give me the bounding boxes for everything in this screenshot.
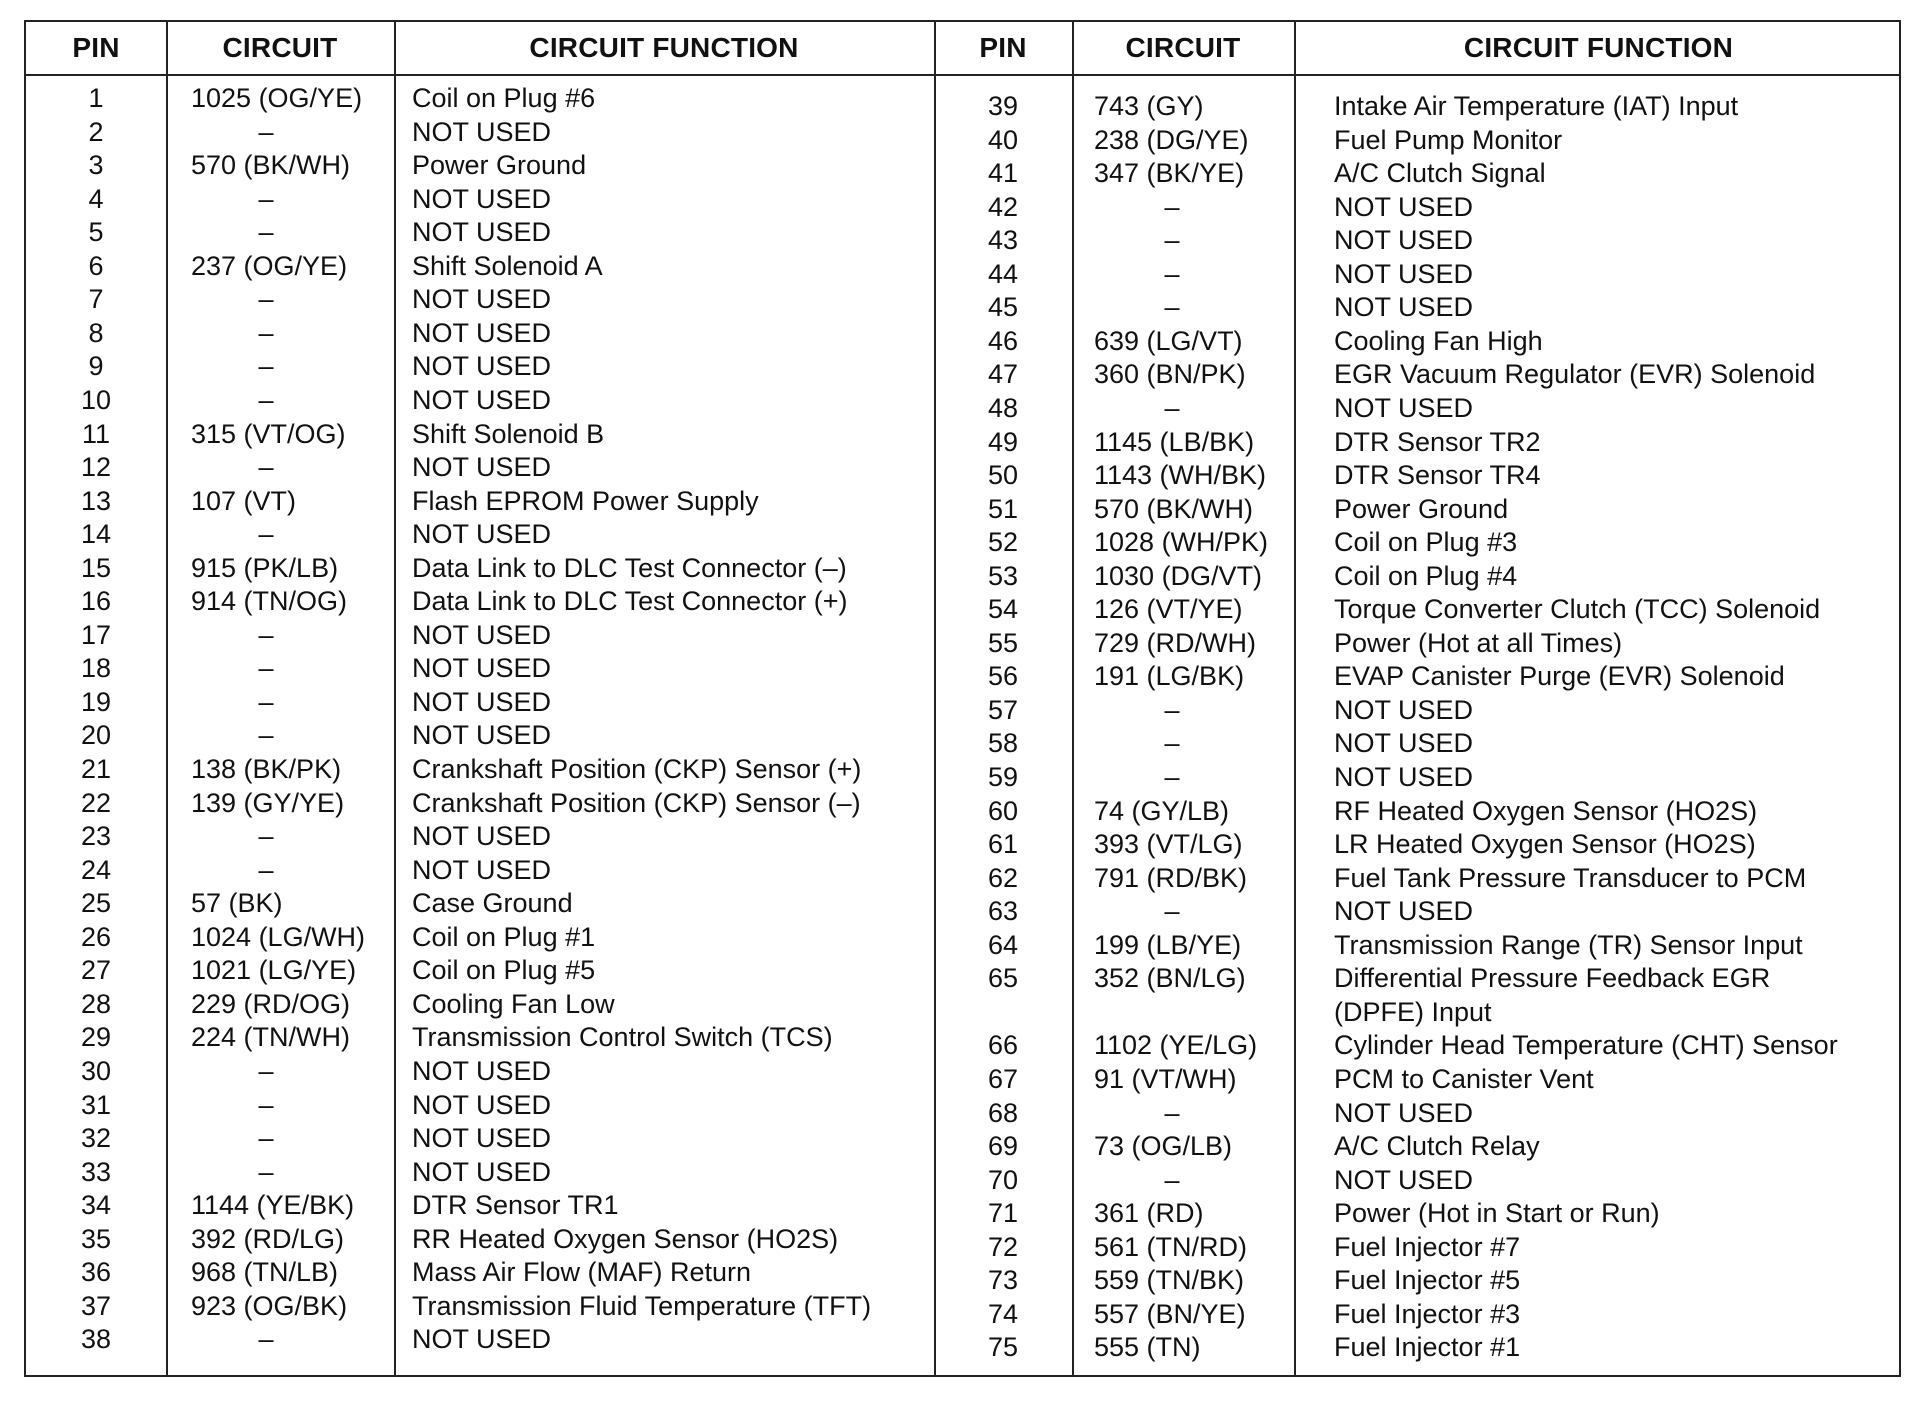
pin-number: 65 bbox=[987, 963, 1019, 994]
circuit-id: 1021 (LG/YE) bbox=[191, 955, 357, 986]
pin-number: 39 bbox=[987, 91, 1019, 121]
table-row bbox=[26, 929, 1899, 963]
table-row bbox=[26, 459, 1899, 493]
pin-number: 62 bbox=[987, 862, 1019, 893]
circuit-function: DTR Sensor TR1 bbox=[412, 1190, 619, 1221]
circuit-function: NOT USED bbox=[412, 1156, 552, 1187]
pin-number: 47 bbox=[987, 359, 1019, 390]
pin-number: 53 bbox=[987, 560, 1019, 591]
circuit-id: – bbox=[1164, 1164, 1180, 1195]
circuit-id: – bbox=[258, 1324, 274, 1355]
circuit-id: 229 (RD/OG) bbox=[191, 988, 351, 1019]
circuit-function: Data Link to DLC Test Connector (–) bbox=[412, 552, 847, 583]
circuit-function: (DPFE) Input bbox=[1334, 996, 1492, 1027]
circuit-id: 360 (BN/PK) bbox=[1094, 359, 1246, 390]
circuit-function: NOT USED bbox=[412, 653, 552, 684]
pin-number: 2 bbox=[88, 116, 104, 147]
circuit-id: 570 (BK/WH) bbox=[1094, 493, 1254, 524]
pin-number: 55 bbox=[987, 627, 1019, 658]
circuit-id: 1143 (WH/BK) bbox=[1094, 460, 1267, 491]
circuit-id: – bbox=[1164, 292, 1180, 323]
circuit-id: – bbox=[1164, 225, 1180, 256]
circuit-function: NOT USED bbox=[412, 619, 552, 650]
circuit-function: Power (Hot in Start or Run) bbox=[1334, 1198, 1660, 1229]
circuit-function: NOT USED bbox=[412, 452, 552, 483]
circuit-id: – bbox=[258, 653, 274, 684]
circuit-id: – bbox=[258, 351, 274, 382]
pin-table bbox=[24, 20, 1901, 1377]
pin-number: 49 bbox=[987, 426, 1019, 457]
circuit-function: Fuel Pump Monitor bbox=[1334, 124, 1563, 155]
circuit-id: – bbox=[1164, 762, 1180, 792]
pin-number: 75 bbox=[987, 1332, 1019, 1363]
circuit-id: – bbox=[258, 284, 274, 315]
table-row bbox=[26, 526, 1899, 560]
circuit-function: Crankshaft Position (CKP) Sensor (–) bbox=[412, 787, 861, 818]
table-row bbox=[26, 593, 1899, 627]
pin-number: 35 bbox=[80, 1223, 112, 1254]
circuit-function: NOT USED bbox=[412, 1089, 552, 1120]
circuit-function: PCM to Canister Vent bbox=[1334, 1063, 1594, 1094]
circuit-id: 1025 (OG/YE) bbox=[191, 83, 363, 113]
pin-number: 17 bbox=[80, 619, 112, 650]
pin-number: 7 bbox=[88, 284, 104, 315]
pin-number: 74 bbox=[987, 1298, 1019, 1329]
circuit-id: 923 (OG/BK) bbox=[191, 1290, 348, 1321]
circuit-id: 191 (LG/BK) bbox=[1094, 661, 1245, 692]
pin-number: 32 bbox=[80, 1123, 112, 1154]
table-row bbox=[26, 627, 1899, 661]
header-circuit-right: CIRCUIT bbox=[1125, 32, 1241, 63]
circuit-function: NOT USED bbox=[412, 217, 552, 248]
circuit-function: Flash EPROM Power Supply bbox=[412, 485, 759, 516]
pin-number: 36 bbox=[80, 1257, 112, 1288]
table-row bbox=[26, 157, 1899, 191]
circuit-function: Power Ground bbox=[1334, 493, 1509, 524]
circuit-function: Fuel Injector #7 bbox=[1334, 1231, 1521, 1262]
pin-number: 52 bbox=[987, 527, 1019, 558]
circuit-function: NOT USED bbox=[412, 1324, 552, 1355]
pin-number: 10 bbox=[80, 384, 112, 415]
circuit-id: 639 (LG/VT) bbox=[1094, 325, 1243, 356]
circuit-id: – bbox=[258, 821, 274, 852]
table-row bbox=[26, 660, 1899, 694]
circuit-id: 352 (BN/LG) bbox=[1094, 963, 1246, 994]
circuit-function: Mass Air Flow (MAF) Return bbox=[412, 1257, 752, 1288]
pin-number: 67 bbox=[987, 1063, 1019, 1094]
pin-number: 19 bbox=[80, 686, 112, 717]
circuit-id: – bbox=[258, 217, 274, 248]
circuit-id: 1028 (WH/PK) bbox=[1094, 527, 1269, 558]
pin-number: 41 bbox=[987, 158, 1019, 189]
circuit-function: Intake Air Temperature (IAT) Input bbox=[1334, 91, 1739, 121]
circuit-id: 791 (RD/BK) bbox=[1094, 862, 1248, 893]
circuit-function: NOT USED bbox=[1334, 896, 1474, 927]
circuit-id: 1144 (YE/BK) bbox=[191, 1190, 355, 1221]
pin-number: 58 bbox=[987, 728, 1019, 759]
circuit-id: 224 (TN/WH) bbox=[191, 1022, 351, 1053]
pin-number: 26 bbox=[80, 921, 112, 952]
circuit-id: – bbox=[1164, 896, 1180, 927]
circuit-function: Power (Hot at all Times) bbox=[1334, 627, 1623, 658]
circuit-function: Coil on Plug #5 bbox=[412, 955, 596, 986]
pin-number: 31 bbox=[80, 1089, 112, 1120]
table-row bbox=[26, 560, 1899, 594]
table-row bbox=[26, 1264, 1899, 1298]
pin-number: 63 bbox=[987, 896, 1019, 927]
pin-number: 34 bbox=[80, 1190, 112, 1221]
table-row bbox=[26, 191, 1899, 225]
circuit-id: 570 (BK/WH) bbox=[191, 150, 351, 181]
table-row bbox=[26, 895, 1899, 929]
circuit-function: Cooling Fan High bbox=[1334, 325, 1543, 356]
pin-number: 28 bbox=[80, 988, 112, 1019]
circuit-function: NOT USED bbox=[412, 317, 552, 348]
circuit-function: NOT USED bbox=[412, 284, 552, 315]
circuit-function: Coil on Plug #1 bbox=[412, 921, 596, 952]
header-circuit-left: CIRCUIT bbox=[222, 32, 338, 63]
circuit-function: Fuel Injector #3 bbox=[1334, 1298, 1521, 1329]
pin-number: 61 bbox=[987, 829, 1019, 860]
pin-number: 72 bbox=[987, 1231, 1019, 1262]
table-row bbox=[26, 258, 1899, 292]
circuit-id: – bbox=[1164, 694, 1180, 725]
pin-number: 3 bbox=[88, 150, 104, 181]
circuit-function: Transmission Range (TR) Sensor Input bbox=[1334, 929, 1803, 960]
table-row bbox=[26, 795, 1899, 829]
pin-number: 45 bbox=[987, 292, 1019, 323]
circuit-function: NOT USED bbox=[1334, 191, 1474, 222]
circuit-function: Transmission Fluid Temperature (TFT) bbox=[412, 1290, 872, 1321]
circuit-id: 557 (BN/YE) bbox=[1094, 1298, 1246, 1329]
circuit-function: NOT USED bbox=[412, 1055, 552, 1086]
circuit-id: – bbox=[258, 1156, 274, 1187]
circuit-id: 729 (RD/WH) bbox=[1094, 627, 1257, 658]
circuit-function: NOT USED bbox=[412, 1123, 552, 1154]
pin-number: 1 bbox=[88, 83, 104, 113]
circuit-id: 199 (LB/YE) bbox=[1094, 929, 1242, 960]
pin-number: 9 bbox=[88, 351, 104, 382]
pin-number: 68 bbox=[987, 1097, 1019, 1128]
circuit-function: Coil on Plug #3 bbox=[1334, 527, 1518, 558]
pin-number: 33 bbox=[80, 1156, 112, 1187]
circuit-function: NOT USED bbox=[412, 519, 552, 550]
circuit-id: – bbox=[258, 1055, 274, 1086]
pin-number: 73 bbox=[987, 1265, 1019, 1296]
circuit-function: Cylinder Head Temperature (CHT) Sensor bbox=[1334, 1030, 1838, 1061]
circuit-function: NOT USED bbox=[412, 854, 552, 885]
circuit-function: NOT USED bbox=[1334, 292, 1474, 323]
circuit-id: – bbox=[1164, 258, 1180, 289]
table-row bbox=[26, 1197, 1899, 1231]
pin-number: 37 bbox=[80, 1290, 112, 1321]
pin-number: 40 bbox=[987, 124, 1019, 155]
pin-number: 50 bbox=[987, 460, 1019, 491]
pin-number: 70 bbox=[987, 1164, 1019, 1195]
circuit-function: DTR Sensor TR4 bbox=[1334, 460, 1541, 491]
pin-number: 23 bbox=[80, 821, 112, 852]
circuit-function: Coil on Plug #6 bbox=[412, 83, 596, 113]
pin-number: 16 bbox=[80, 586, 112, 617]
table-row bbox=[26, 426, 1899, 460]
circuit-id: 107 (VT) bbox=[191, 485, 297, 516]
circuit-function: NOT USED bbox=[412, 686, 552, 717]
circuit-id: 1030 (DG/VT) bbox=[1094, 560, 1263, 591]
circuit-function: NOT USED bbox=[412, 183, 552, 214]
pin-number: 60 bbox=[987, 795, 1019, 826]
circuit-function: A/C Clutch Signal bbox=[1334, 158, 1546, 189]
table-row bbox=[26, 1164, 1899, 1198]
pin-number: 20 bbox=[80, 720, 112, 751]
circuit-id: – bbox=[258, 317, 274, 348]
header-pin-left: PIN bbox=[72, 32, 120, 63]
pin-number: 6 bbox=[88, 250, 104, 281]
pin-number: 27 bbox=[80, 955, 112, 986]
circuit-id: 1102 (YE/LG) bbox=[1094, 1030, 1258, 1061]
table-row bbox=[26, 1029, 1899, 1063]
pin-number: 46 bbox=[987, 325, 1019, 356]
circuit-function: Cooling Fan Low bbox=[412, 988, 615, 1019]
table-row bbox=[26, 90, 1899, 124]
pin-number: 56 bbox=[987, 661, 1019, 692]
circuit-id: 238 (DG/YE) bbox=[1094, 124, 1249, 155]
pin-number: 25 bbox=[80, 888, 112, 919]
circuit-id: – bbox=[1164, 728, 1180, 759]
table-row bbox=[26, 1130, 1899, 1164]
circuit-id: – bbox=[258, 854, 274, 885]
circuit-id: – bbox=[258, 116, 274, 147]
pin-number: 57 bbox=[987, 694, 1019, 725]
circuit-function: NOT USED bbox=[412, 821, 552, 852]
circuit-id: – bbox=[258, 519, 274, 550]
circuit-id: – bbox=[258, 720, 274, 751]
pin-number: 44 bbox=[987, 258, 1019, 289]
pin-number: 13 bbox=[80, 485, 112, 516]
circuit-function: A/C Clutch Relay bbox=[1334, 1131, 1540, 1162]
circuit-function: NOT USED bbox=[1334, 1164, 1474, 1195]
circuit-id: 138 (BK/PK) bbox=[191, 754, 342, 784]
table-row bbox=[26, 493, 1899, 527]
table-row bbox=[26, 1331, 1899, 1365]
pin-number: 8 bbox=[88, 317, 104, 348]
circuit-id: 73 (OG/LB) bbox=[1094, 1131, 1233, 1162]
table-row bbox=[26, 962, 1899, 996]
circuit-function: NOT USED bbox=[1334, 225, 1474, 256]
table-row bbox=[26, 828, 1899, 862]
pin-number: 71 bbox=[987, 1198, 1019, 1229]
header-pin-right: PIN bbox=[979, 32, 1027, 63]
pin-number: 48 bbox=[987, 392, 1019, 423]
circuit-function: Coil on Plug #4 bbox=[1334, 560, 1518, 591]
circuit-id: 57 (BK) bbox=[191, 888, 283, 919]
circuit-id: 561 (TN/RD) bbox=[1094, 1231, 1248, 1262]
header-divider bbox=[26, 74, 1899, 76]
circuit-id: – bbox=[258, 686, 274, 717]
pin-number: 24 bbox=[80, 854, 112, 885]
circuit-function: Fuel Injector #5 bbox=[1334, 1265, 1521, 1296]
circuit-function: Shift Solenoid B bbox=[412, 418, 605, 449]
header-function-left: CIRCUIT FUNCTION bbox=[529, 32, 799, 63]
circuit-function: NOT USED bbox=[1334, 762, 1474, 792]
circuit-id: – bbox=[258, 384, 274, 415]
circuit-id: – bbox=[1164, 191, 1180, 222]
pin-number: 5 bbox=[88, 217, 104, 248]
circuit-function: Differential Pressure Feedback EGR bbox=[1334, 963, 1771, 994]
circuit-id: 74 (GY/LB) bbox=[1094, 795, 1230, 826]
circuit-id: – bbox=[1164, 1097, 1180, 1128]
circuit-function: EVAP Canister Purge (EVR) Solenoid bbox=[1334, 661, 1785, 692]
circuit-function: NOT USED bbox=[412, 351, 552, 382]
circuit-id: 743 (GY) bbox=[1094, 91, 1204, 121]
table-row bbox=[26, 392, 1899, 426]
pin-number: 42 bbox=[987, 191, 1019, 222]
circuit-id: – bbox=[258, 1089, 274, 1120]
pin-number: 14 bbox=[80, 519, 112, 550]
circuit-function: NOT USED bbox=[1334, 728, 1474, 759]
circuit-id: 1145 (LB/BK) bbox=[1094, 426, 1255, 457]
circuit-id: 139 (GY/YE) bbox=[191, 787, 345, 818]
circuit-id: 1024 (LG/WH) bbox=[191, 921, 366, 952]
circuit-function: RR Heated Oxygen Sensor (HO2S) bbox=[412, 1223, 839, 1254]
header-function-right: CIRCUIT FUNCTION bbox=[1463, 32, 1734, 63]
circuit-id: 559 (TN/BK) bbox=[1094, 1265, 1245, 1296]
table-row bbox=[26, 224, 1899, 258]
pin-number: 51 bbox=[987, 493, 1019, 524]
circuit-function: Data Link to DLC Test Connector (+) bbox=[412, 586, 848, 617]
circuit-function: NOT USED bbox=[1334, 258, 1474, 289]
table-row bbox=[26, 291, 1899, 325]
pin-number: 15 bbox=[80, 552, 112, 583]
table-row bbox=[26, 1097, 1899, 1131]
circuit-function: Fuel Tank Pressure Transducer to PCM bbox=[1334, 862, 1807, 893]
pin-number: 43 bbox=[987, 225, 1019, 256]
table-row bbox=[26, 862, 1899, 896]
pin-number: 22 bbox=[80, 787, 112, 818]
circuit-function: NOT USED bbox=[1334, 1097, 1474, 1128]
table-row bbox=[26, 358, 1899, 392]
table-row bbox=[26, 1298, 1899, 1332]
table-row bbox=[26, 1231, 1899, 1265]
pin-number: 54 bbox=[987, 594, 1019, 625]
circuit-function: Case Ground bbox=[412, 888, 573, 919]
circuit-id: 91 (VT/WH) bbox=[1094, 1063, 1237, 1094]
circuit-function: RF Heated Oxygen Sensor (HO2S) bbox=[1334, 795, 1758, 826]
circuit-function: NOT USED bbox=[1334, 694, 1474, 725]
circuit-function: NOT USED bbox=[1334, 392, 1474, 423]
circuit-function: NOT USED bbox=[412, 720, 552, 751]
table-row bbox=[26, 1063, 1899, 1097]
circuit-id: – bbox=[258, 452, 274, 483]
circuit-id: 361 (RD) bbox=[1094, 1198, 1204, 1229]
table-row bbox=[26, 124, 1899, 158]
circuit-id: 392 (RD/LG) bbox=[191, 1223, 345, 1254]
circuit-id: 347 (BK/YE) bbox=[1094, 158, 1245, 189]
table-row bbox=[26, 694, 1899, 728]
circuit-function: Transmission Control Switch (TCS) bbox=[412, 1022, 833, 1053]
circuit-function: Power Ground bbox=[412, 150, 587, 181]
circuit-id: 237 (OG/YE) bbox=[191, 250, 348, 281]
pin-number: 38 bbox=[80, 1324, 112, 1355]
circuit-id: 914 (TN/OG) bbox=[191, 586, 348, 617]
pin-number: 30 bbox=[80, 1055, 112, 1086]
pin-number: 64 bbox=[987, 929, 1019, 960]
pin-number: 18 bbox=[80, 653, 112, 684]
circuit-id: – bbox=[1164, 392, 1180, 423]
circuit-function: Fuel Injector #1 bbox=[1334, 1332, 1521, 1363]
circuit-id: – bbox=[258, 1123, 274, 1154]
circuit-id: 393 (VT/LG) bbox=[1094, 829, 1243, 860]
pin-number: 59 bbox=[987, 762, 1019, 792]
pin-number: 66 bbox=[987, 1030, 1019, 1061]
table-row bbox=[26, 727, 1899, 761]
circuit-id: 555 (TN) bbox=[1094, 1332, 1201, 1363]
circuit-function: Crankshaft Position (CKP) Sensor (+) bbox=[412, 754, 862, 784]
table-row bbox=[26, 996, 1899, 1030]
circuit-id: 126 (VT/YE) bbox=[1094, 594, 1243, 625]
pin-number: 12 bbox=[80, 452, 112, 483]
circuit-function: DTR Sensor TR2 bbox=[1334, 426, 1541, 457]
circuit-id: 315 (VT/OG) bbox=[191, 418, 346, 449]
circuit-id: 968 (TN/LB) bbox=[191, 1257, 339, 1288]
pin-number: 69 bbox=[987, 1131, 1019, 1162]
circuit-function: LR Heated Oxygen Sensor (HO2S) bbox=[1334, 829, 1756, 860]
circuit-function: NOT USED bbox=[412, 384, 552, 415]
pin-number: 29 bbox=[80, 1022, 112, 1053]
circuit-function: EGR Vacuum Regulator (EVR) Solenoid bbox=[1334, 359, 1816, 390]
circuit-id: – bbox=[258, 183, 274, 214]
pin-number: 21 bbox=[80, 754, 112, 784]
circuit-function: NOT USED bbox=[412, 116, 552, 147]
table-row bbox=[26, 761, 1899, 795]
circuit-id: – bbox=[258, 619, 274, 650]
circuit-function: Torque Converter Clutch (TCC) Solenoid bbox=[1334, 594, 1821, 625]
pin-number: 11 bbox=[81, 418, 111, 449]
pin-number: 4 bbox=[88, 183, 104, 214]
table-row bbox=[26, 325, 1899, 359]
circuit-id: 915 (PK/LB) bbox=[191, 552, 339, 583]
circuit-function: Shift Solenoid A bbox=[412, 250, 603, 281]
